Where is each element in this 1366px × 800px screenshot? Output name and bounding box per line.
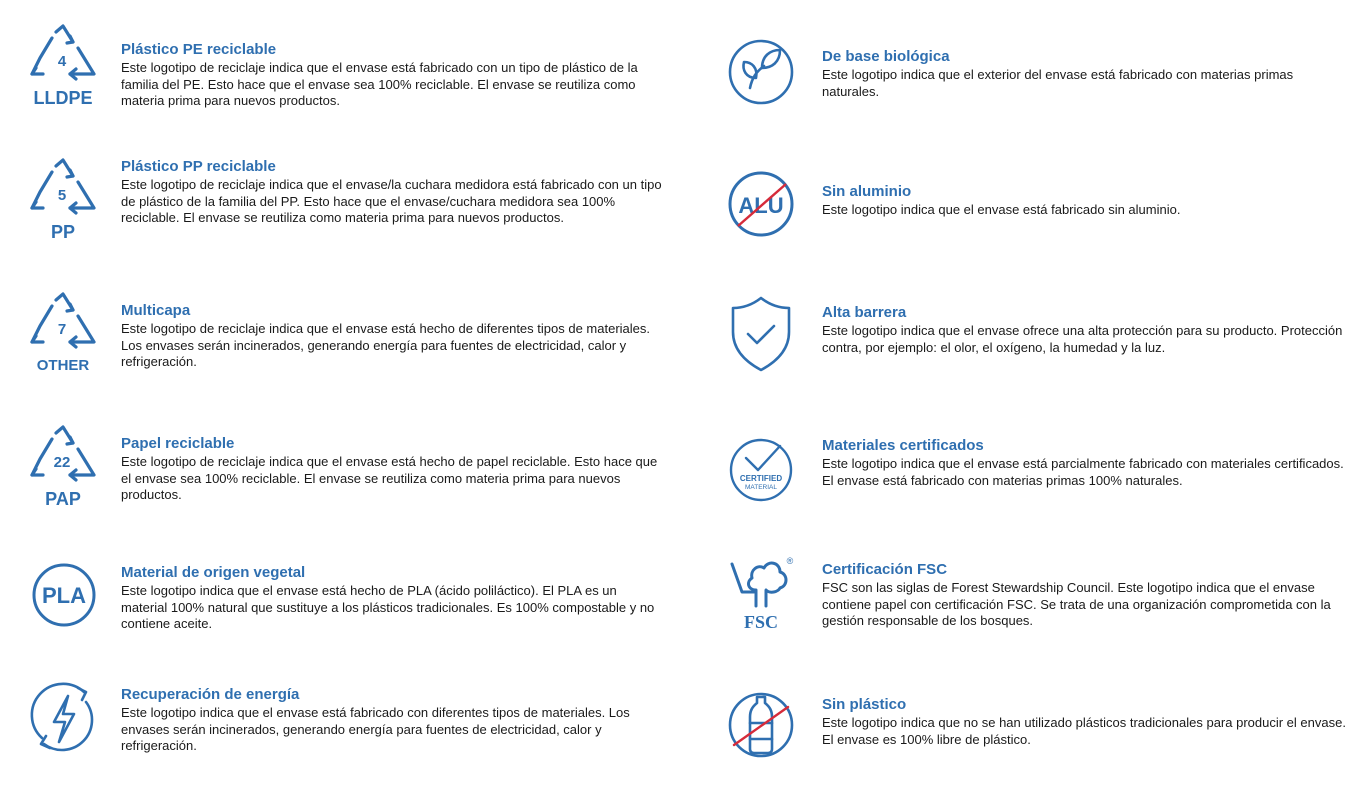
item-title: Multicapa xyxy=(121,302,191,319)
item-title: De base biológica xyxy=(822,48,950,65)
recycle-5-pp-icon xyxy=(28,158,98,242)
item-description: Este logotipo de reciclaje indica que el envase está hecho de papel reciclable. Esto hace que el envase sea 100% reciclable. El envase se reutiliza como materia prima para nuevos productos. xyxy=(121,454,658,502)
recycle-number: 5 xyxy=(57,187,67,204)
shield-check-icon xyxy=(726,292,796,376)
recycle-number: 7 xyxy=(57,321,67,338)
item-title: Certificación FSC xyxy=(822,561,948,578)
leaf-icon xyxy=(726,32,796,116)
item-description: Este logotipo indica que el envase está parcialmente fabricado con materiales certificados. El envase está fabricado con materias primas 100% naturales. xyxy=(822,456,1344,488)
material-label: MATERIAL xyxy=(744,484,778,491)
item-description: Este logotipo indica que el exterior del envase está fabricado con materias primas naturales. xyxy=(822,67,1294,99)
item-title: Material de origen vegetal xyxy=(121,564,306,581)
recycle-7-other-icon xyxy=(28,292,98,376)
no-aluminium-icon xyxy=(726,162,796,246)
pla-icon xyxy=(28,555,98,639)
recycle-label: OTHER xyxy=(36,357,90,374)
recycle-4-lldpe-icon xyxy=(28,24,98,108)
item-description: Este logotipo indica que el envase está fabricado con diferentes tipos de materiales. Los envases serán incinerados, generando energía para fuentes de electricidad, calor y refrigeración. xyxy=(121,705,630,753)
item-description: Este logotipo de reciclaje indica que el envase/la cuchara medidora está fabricado con un tipo de plástico de la familia del PP. Esto hace que el envase/cuchara medidora sea 100% reciclable. El envase se reutiliza como materia prima para nuevos productos. xyxy=(121,177,662,225)
item-description: Este logotipo de reciclaje indica que el envase está hecho de diferentes tipos de materiales. Los envases serán incinerados, generando energía para fuentes de electricidad, calor y refrigeración. xyxy=(121,321,650,369)
recycle-label: LLDPE xyxy=(33,88,93,108)
fsc-label: FSC xyxy=(743,612,779,632)
recycle-label: PP xyxy=(50,222,76,242)
recycle-22-pap-icon xyxy=(28,425,98,509)
energy-recovery-icon xyxy=(28,678,98,762)
alu-label: ALU xyxy=(738,193,784,218)
item-description: Este logotipo indica que el envase está fabricado sin aluminio. xyxy=(822,202,1181,217)
recycle-label: PAP xyxy=(45,489,81,509)
pla-label: PLA xyxy=(42,583,86,608)
registered-mark: ® xyxy=(786,556,794,566)
item-title: Papel reciclable xyxy=(121,435,235,452)
no-plastic-bottle-icon xyxy=(726,683,796,767)
item-description: Este logotipo indica que no se han utilizado plásticos tradicionales para producir el envase. El envase es 100% libre de plástico. xyxy=(822,715,1346,747)
item-title: Plástico PP reciclable xyxy=(121,158,276,175)
fsc-tree-icon xyxy=(726,552,796,636)
item-description: FSC son las siglas de Forest Stewardship Council. Este logotipo indica que el envase contiene papel con certificación FSC. Se trata de una organización comprometida con la gestión responsable de los bosques. xyxy=(822,580,1331,628)
item-title: Sin aluminio xyxy=(822,183,912,200)
item-title: Recuperación de energía xyxy=(121,686,300,703)
item-description: Este logotipo de reciclaje indica que el envase está fabricado con un tipo de plástico de la familia del PE. Esto hace que el envase sea 100% reciclable. El envase se reutiliza como materia prima para nuevos productos. xyxy=(121,60,638,108)
item-title: Materiales certificados xyxy=(822,437,984,454)
item-description: Este logotipo indica que el envase ofrece una alta protección para su producto. Protección contra, por ejemplo: el olor, el oxígeno, la humedad y la luz. xyxy=(822,323,1343,355)
item-description: Este logotipo indica que el envase está hecho de PLA (ácido poliláctico). El PLA es un material 100% natural que sustituye a los plásticos tradicionales. Es 100% compostable y no contiene aceite. xyxy=(121,583,655,631)
recycle-number: 4 xyxy=(57,53,67,70)
item-title: Alta barrera xyxy=(822,304,907,321)
certified-material-icon xyxy=(726,428,796,512)
recycle-number: 22 xyxy=(53,454,71,471)
item-title: Sin plástico xyxy=(822,696,907,713)
certified-label: CERTIFIED xyxy=(739,474,783,483)
item-title: Plástico PE reciclable xyxy=(121,41,277,58)
